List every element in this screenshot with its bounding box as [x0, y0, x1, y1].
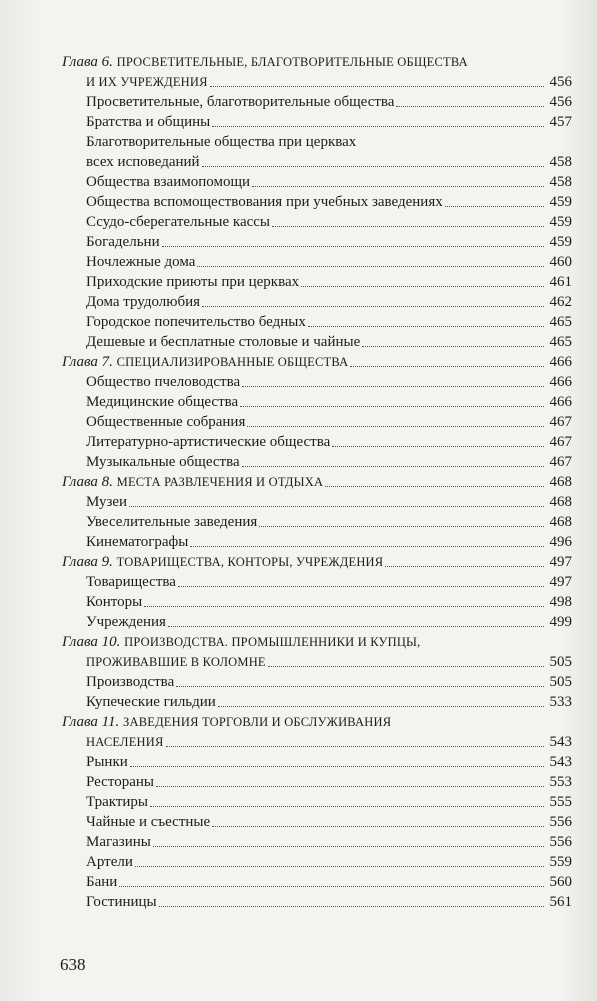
toc-entry — [62, 272, 572, 292]
entry-label: Богадельни — [86, 234, 160, 250]
leader-dots — [168, 626, 544, 627]
entry-label: Учреждения — [86, 614, 166, 630]
leader-dots — [190, 546, 544, 547]
toc-entry — [62, 312, 572, 332]
toc-entry — [62, 112, 572, 132]
toc-entry — [62, 132, 572, 152]
chapter-title: СПЕЦИАЛИЗИРОВАННЫЕ ОБЩЕСТВА — [116, 355, 349, 369]
toc-entry — [62, 292, 572, 312]
entry-label: Литературно-артистические общества — [86, 434, 331, 450]
entry-label: Дешевые и бесплатные столовые и чайные — [86, 334, 361, 350]
chapter-label — [62, 352, 348, 372]
toc-entry — [62, 332, 572, 352]
table-of-contents — [62, 52, 572, 912]
chapter-number: Глава 9. — [62, 554, 113, 570]
leader-dots — [252, 186, 544, 187]
entry-label: Бани — [86, 874, 118, 890]
leader-dots — [150, 806, 544, 807]
entry-label: Увеселительные заведения — [86, 514, 258, 530]
entry-page: 459 — [549, 234, 572, 250]
chapter-number: Глава 7. — [62, 354, 113, 370]
leader-dots — [385, 566, 544, 567]
chapter-title-cont: НАСЕЛЕНИЯ — [86, 735, 164, 749]
chapter-label — [62, 472, 323, 492]
toc-entry — [62, 412, 572, 432]
leader-dots — [240, 406, 544, 407]
leader-dots — [162, 246, 544, 247]
entry-label: Братства и общины — [86, 114, 211, 130]
chapter-title: ПРОИЗВОДСТВА. ПРОМЫШЛЕННИКИ И КУПЦЫ, — [124, 635, 421, 649]
entry-label: Производства — [86, 674, 175, 690]
leader-dots — [259, 526, 544, 527]
toc-entry — [62, 232, 572, 252]
entry-page: 556 — [549, 814, 572, 830]
entry-page: 543 — [549, 754, 572, 770]
toc-entry — [62, 692, 572, 712]
chapter-title-cont: ПРОЖИВАВШИЕ В КОЛОМНЕ — [86, 655, 266, 669]
entry-label: Благотворительные общества при церквах — [86, 134, 357, 150]
entry-page: 458 — [549, 174, 572, 190]
leader-dots — [144, 606, 544, 607]
entry-label: Конторы — [86, 594, 143, 610]
chapter-heading — [62, 352, 572, 372]
entry-page: 505 — [549, 674, 572, 690]
entry-page: 457 — [549, 114, 572, 130]
entry-page: 468 — [549, 494, 572, 510]
toc-entry — [62, 812, 572, 832]
entry-page: 458 — [549, 154, 572, 170]
leader-dots — [176, 686, 544, 687]
chapter-page: 466 — [549, 354, 572, 370]
toc-entry — [62, 172, 572, 192]
leader-dots — [396, 106, 544, 107]
entry-page: 465 — [549, 334, 572, 350]
entry-label: Дома трудолюбия — [86, 294, 201, 310]
entry-page: 466 — [549, 374, 572, 390]
chapter-heading-cont — [62, 732, 572, 752]
entry-page: 556 — [549, 834, 572, 850]
toc-entry — [62, 872, 572, 892]
leader-dots — [445, 206, 544, 207]
chapter-page: 456 — [549, 74, 572, 90]
chapter-label — [62, 552, 383, 572]
chapter-label — [62, 712, 391, 732]
entry-page: 466 — [549, 394, 572, 410]
entry-page: 497 — [549, 574, 572, 590]
leader-dots — [156, 786, 544, 787]
entry-label: Общества взаимопомощи — [86, 174, 251, 190]
entry-page: 553 — [549, 774, 572, 790]
leader-dots — [301, 286, 544, 287]
chapter-label — [62, 632, 420, 652]
leader-dots — [135, 866, 544, 867]
leader-dots — [212, 126, 544, 127]
chapter-title: ЗАВЕДЕНИЯ ТОРГОВЛИ И ОБСЛУЖИВАНИЯ — [123, 715, 392, 729]
leader-dots — [242, 386, 544, 387]
toc-entry-cont — [62, 152, 572, 172]
toc-entry — [62, 672, 572, 692]
entry-label: Приходские приюты при церквах — [86, 274, 300, 290]
leader-dots — [153, 846, 544, 847]
chapter-number: Глава 6. — [62, 54, 113, 70]
leader-dots — [166, 746, 544, 747]
leader-dots — [159, 906, 544, 907]
toc-entry — [62, 532, 572, 552]
entry-label: Купеческие гильдии — [86, 694, 216, 710]
entry-page: 467 — [549, 434, 572, 450]
entry-page: 465 — [549, 314, 572, 330]
toc-entry — [62, 752, 572, 772]
entry-label: Рынки — [86, 754, 128, 770]
entry-page: 559 — [549, 854, 572, 870]
leader-dots — [268, 666, 544, 667]
chapter-page: 468 — [549, 474, 572, 490]
entry-label: Чайные и съестные — [86, 814, 211, 830]
entry-page: 498 — [549, 594, 572, 610]
toc-entry — [62, 852, 572, 872]
chapter-heading-cont — [62, 72, 572, 92]
leader-dots — [325, 486, 544, 487]
entry-label: Общество пчеловодства — [86, 374, 241, 390]
chapter-label — [62, 52, 468, 72]
chapter-title-cont: И ИХ УЧРЕЖДЕНИЯ — [86, 75, 208, 89]
chapter-heading — [62, 632, 572, 652]
leader-dots — [130, 766, 544, 767]
chapter-heading — [62, 552, 572, 572]
leader-dots — [212, 826, 544, 827]
toc-entry — [62, 832, 572, 852]
chapter-label — [86, 652, 266, 672]
entry-label: Кинематографы — [86, 534, 189, 550]
entry-page: 533 — [549, 694, 572, 710]
entry-label: Ночлежные дома — [86, 254, 196, 270]
entry-page: 461 — [549, 274, 572, 290]
entry-label: Товарищества — [86, 574, 176, 590]
entry-label: Просветительные, благотворительные общества — [86, 94, 395, 110]
entry-label: Музыкальные общества — [86, 454, 240, 470]
chapter-heading — [62, 52, 572, 72]
entry-label: Магазины — [86, 834, 151, 850]
toc-entry — [62, 432, 572, 452]
entry-label: Трактиры — [86, 794, 148, 810]
entry-page: 460 — [549, 254, 572, 270]
leader-dots — [202, 166, 544, 167]
chapter-number: Глава 8. — [62, 474, 113, 490]
entry-label: Общественные собрания — [86, 414, 246, 430]
chapter-title: ТОВАРИЩЕСТВА, КОНТОРЫ, УЧРЕЖДЕНИЯ — [116, 555, 384, 569]
leader-dots — [129, 506, 544, 507]
entry-label: Музеи — [86, 494, 128, 510]
entry-label: Городское попечительство бедных — [86, 314, 306, 330]
leader-dots — [362, 346, 544, 347]
entry-page: 462 — [549, 294, 572, 310]
toc-entry — [62, 612, 572, 632]
toc-entry — [62, 392, 572, 412]
chapter-title: МЕСТА РАЗВЛЕЧЕНИЯ И ОТДЫХА — [116, 475, 324, 489]
leader-dots — [350, 366, 544, 367]
leader-dots — [332, 446, 544, 447]
toc-entry — [62, 92, 572, 112]
entry-page: 561 — [549, 894, 572, 910]
leader-dots — [272, 226, 544, 227]
toc-entry — [62, 192, 572, 212]
entry-label: Ссудо-сберегательные кассы — [86, 214, 271, 230]
leader-dots — [210, 86, 544, 87]
chapter-number: Глава 11. — [62, 714, 120, 730]
entry-page: 459 — [549, 194, 572, 210]
toc-entry — [62, 212, 572, 232]
entry-page: 560 — [549, 874, 572, 890]
entry-page: 496 — [549, 534, 572, 550]
chapter-page: 543 — [549, 734, 572, 750]
toc-entry — [62, 452, 572, 472]
entry-label: Артели — [86, 854, 133, 870]
entry-page: 468 — [549, 514, 572, 530]
entry-label: Общества вспомоществования при учебных заведениях — [86, 194, 443, 210]
chapter-title: ПРОСВЕТИТЕЛЬНЫЕ, БЛАГОТВОРИТЕЛЬНЫЕ ОБЩЕСТВА — [116, 55, 468, 69]
chapter-page: 505 — [549, 654, 572, 670]
entry-label: Рестораны — [86, 774, 154, 790]
toc-entry — [62, 572, 572, 592]
leader-dots — [308, 326, 544, 327]
entry-label: Медицинские общества — [86, 394, 239, 410]
leader-dots — [202, 306, 544, 307]
entry-page: 467 — [549, 414, 572, 430]
chapter-number: Глава 10. — [62, 634, 121, 650]
toc-entry — [62, 512, 572, 532]
toc-entry — [62, 492, 572, 512]
leader-dots — [119, 886, 544, 887]
entry-label: Гостиницы — [86, 894, 157, 910]
chapter-heading — [62, 712, 572, 732]
toc-entry — [62, 772, 572, 792]
entry-page: 459 — [549, 214, 572, 230]
entry-page: 555 — [549, 794, 572, 810]
toc-entry — [62, 892, 572, 912]
entry-page: 499 — [549, 614, 572, 630]
page-number: 638 — [60, 955, 86, 974]
leader-dots — [218, 706, 544, 707]
chapter-heading — [62, 472, 572, 492]
entry-label-cont: всех исповеданий — [86, 154, 200, 170]
chapter-label — [86, 72, 208, 92]
leader-dots — [247, 426, 544, 427]
chapter-label — [86, 732, 164, 752]
toc-entry — [62, 792, 572, 812]
entry-page: 467 — [549, 454, 572, 470]
chapter-page: 497 — [549, 554, 572, 570]
toc-entry — [62, 592, 572, 612]
leader-dots — [242, 466, 544, 467]
toc-entry — [62, 252, 572, 272]
entry-page: 456 — [549, 94, 572, 110]
toc-entry — [62, 372, 572, 392]
chapter-heading-cont — [62, 652, 572, 672]
leader-dots — [197, 266, 544, 267]
leader-dots — [178, 586, 544, 587]
